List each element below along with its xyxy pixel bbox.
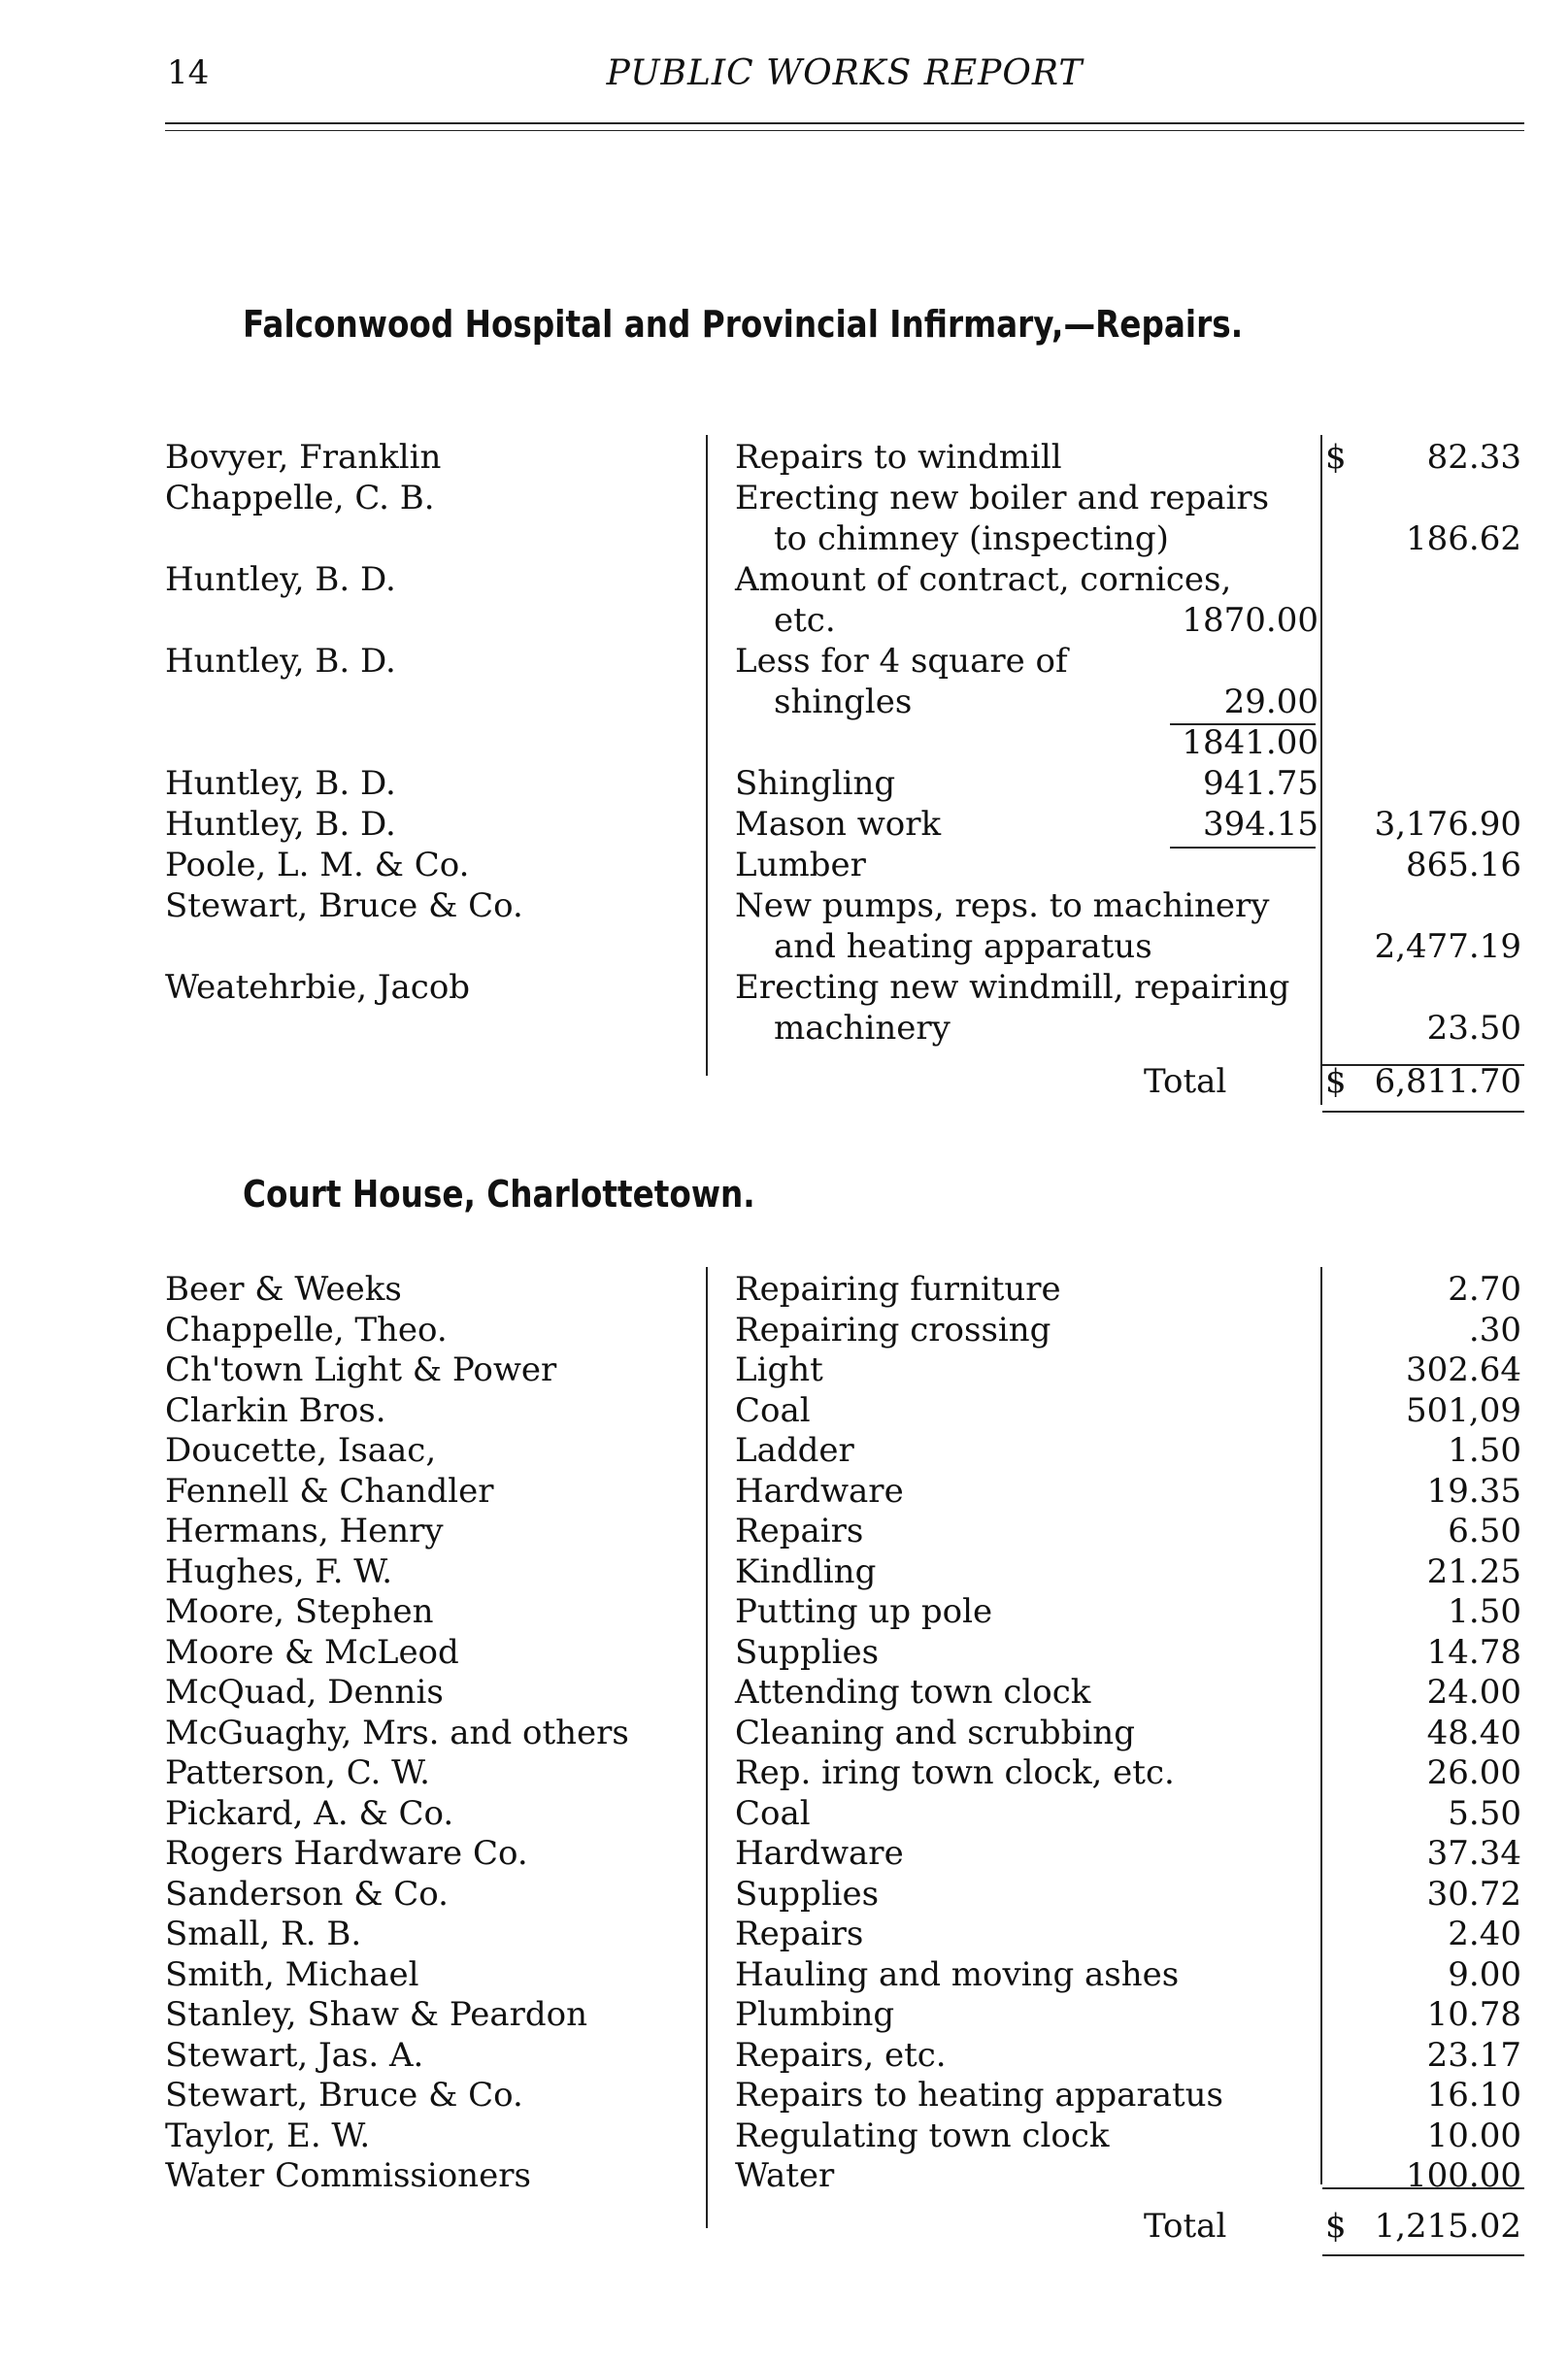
payee-name: Clarkin Bros. <box>165 1390 386 1430</box>
item-description: and heating apparatus <box>774 927 1152 966</box>
table-row <box>0 1793 1568 1834</box>
falconwood-column-divider-2 <box>1320 435 1322 1105</box>
amount-value: 37.34 <box>1426 1834 1521 1873</box>
courthouse-section-title: Court House, Charlottetown. <box>243 1173 755 1216</box>
table-row <box>0 1632 1568 1673</box>
table-row <box>0 885 1568 926</box>
payee-name: Smith, Michael <box>165 1954 419 1994</box>
amount-value: 48.40 <box>1426 1713 1521 1752</box>
falconwood-total-label: Total <box>1144 1062 1227 1101</box>
table-row <box>0 1914 1568 1954</box>
item-description: Repairs to heating apparatus <box>735 2076 1223 2115</box>
payee-name: Huntley, B. D. <box>165 764 396 803</box>
courthouse-total-dollar: $ <box>1325 2207 1347 2246</box>
payee-name: Patterson, C. W. <box>165 1753 430 1792</box>
table-row <box>0 1350 1568 1390</box>
amount-value: 3,176.90 <box>1374 805 1521 844</box>
amount-value: 9.00 <box>1448 1954 1521 1994</box>
payee-name: Hughes, F. W. <box>165 1551 393 1591</box>
item-description: Supplies <box>735 1874 880 1914</box>
item-description: Supplies <box>735 1632 880 1672</box>
item-description: Regulating town clock <box>735 2116 1110 2155</box>
payee-name: Fennell & Chandler <box>165 1471 494 1511</box>
payee-name: Weatehrbie, Jacob <box>165 968 471 1007</box>
amount-value: 16.10 <box>1426 2076 1521 2115</box>
payee-name: Poole, L. M. & Co. <box>165 846 470 884</box>
amount-value: 21.25 <box>1426 1551 1521 1591</box>
table-row <box>0 1954 1568 1995</box>
item-description: Rep. iring town clock, etc. <box>735 1753 1175 1792</box>
table-row <box>0 1390 1568 1431</box>
table-row <box>0 926 1568 967</box>
item-description: Hauling and moving ashes <box>735 1954 1180 1994</box>
amount-value: 186.62 <box>1406 519 1521 558</box>
subtotal-value: 394.15 <box>1203 805 1318 844</box>
payee-name: Stewart, Jas. A. <box>165 2035 424 2075</box>
payee-name: Huntley, B. D. <box>165 805 396 844</box>
item-description: Cleaning and scrubbing <box>735 1713 1135 1752</box>
subtotal-value: 941.75 <box>1203 764 1318 803</box>
payee-name: Pickard, A. & Co. <box>165 1793 454 1833</box>
item-description: Plumbing <box>735 1995 895 2034</box>
item-description: Lumber <box>735 846 866 884</box>
payee-name: Moore, Stephen <box>165 1592 434 1631</box>
item-description: Amount of contract, cornices, <box>735 560 1232 599</box>
falconwood-total-dollar: $ <box>1325 1062 1347 1101</box>
subtotal-value: 1841.00 <box>1182 723 1318 762</box>
table-row <box>0 2116 1568 2156</box>
amount-value: 302.64 <box>1406 1350 1521 1389</box>
payee-name: Ch'town Light & Power <box>165 1350 557 1389</box>
table-row <box>0 559 1568 600</box>
amount-value: 10.78 <box>1426 1995 1521 2034</box>
amount-value: 5.50 <box>1448 1793 1521 1833</box>
table-row <box>0 1551 1568 1592</box>
table-row <box>0 1269 1568 1310</box>
payee-name: McGuaghy, Mrs. and others <box>165 1713 629 1752</box>
item-description: Repairs <box>735 1512 864 1550</box>
amount-value: 2.70 <box>1448 1270 1521 1309</box>
subtotal-value: 1870.00 <box>1182 601 1318 640</box>
item-description: Coal <box>735 1390 811 1430</box>
item-description: Water <box>735 2156 835 2195</box>
payee-name: Bovyer, Franklin <box>165 438 442 477</box>
item-description: New pumps, reps. to machinery <box>735 886 1270 925</box>
item-description: Repairs <box>735 1915 864 1953</box>
courthouse-column-divider-1 <box>706 1267 708 2228</box>
amount-value: 26.00 <box>1426 1753 1521 1792</box>
table-row <box>0 1511 1568 1551</box>
amount-value: 1.50 <box>1448 1592 1521 1631</box>
courthouse-total-rule <box>1322 2187 1524 2189</box>
item-description: Erecting new boiler and repairs <box>735 479 1270 517</box>
item-description: Ladder <box>735 1431 854 1470</box>
amount-value: 501,09 <box>1406 1390 1521 1430</box>
falconwood-column-divider-1 <box>706 435 708 1076</box>
amount-value: 30.72 <box>1426 1874 1521 1914</box>
table-row <box>0 1713 1568 1753</box>
item-description: Kindling <box>735 1551 877 1591</box>
running-title: PUBLIC WORKS REPORT <box>606 53 1084 93</box>
table-row <box>0 1471 1568 1512</box>
payee-name: Hermans, Henry <box>165 1512 444 1550</box>
amount-value: 2,477.19 <box>1374 927 1521 966</box>
payee-name: Small, R. B. <box>165 1915 362 1953</box>
subtotal-value: 29.00 <box>1223 683 1318 721</box>
item-description: shingles <box>774 683 913 721</box>
payee-name: Rogers Hardware Co. <box>165 1834 528 1873</box>
payee-name: Moore & McLeod <box>165 1632 459 1672</box>
payee-name: McQuad, Dennis <box>165 1673 444 1712</box>
amount-value: 23.17 <box>1426 2035 1521 2075</box>
table-row <box>0 1591 1568 1632</box>
table-row <box>0 1430 1568 1471</box>
courthouse-total-label: Total <box>1144 2207 1227 2246</box>
page-number: 14 <box>167 53 210 92</box>
item-description: Less for 4 square of <box>735 642 1068 681</box>
item-description: Repairing crossing <box>735 1310 1051 1350</box>
item-description: Attending town clock <box>735 1673 1091 1712</box>
courthouse-column-divider-2 <box>1320 1267 1322 2184</box>
item-description: etc. <box>774 601 836 640</box>
amount-value: 6.50 <box>1448 1512 1521 1550</box>
table-row <box>0 1310 1568 1350</box>
table-row <box>0 845 1568 885</box>
table-row <box>0 804 1568 845</box>
table-row <box>0 722 1568 763</box>
payee-name: Doucette, Isaac, <box>165 1431 437 1470</box>
item-description: Coal <box>735 1793 811 1833</box>
table-row <box>0 478 1568 518</box>
table-row <box>0 2035 1568 2076</box>
table-row <box>0 1672 1568 1713</box>
amount-value: 1.50 <box>1448 1431 1521 1470</box>
item-description: Erecting new windmill, repairing <box>735 968 1290 1007</box>
item-description: Putting up pole <box>735 1592 993 1631</box>
falconwood-section-title: Falconwood Hospital and Provincial Infirmary,—Repairs. <box>243 303 1244 346</box>
amount-value: 19.35 <box>1426 1471 1521 1511</box>
item-description: to chimney (inspecting) <box>774 519 1169 558</box>
table-row <box>0 1008 1568 1049</box>
amount-value: 10.00 <box>1426 2116 1521 2155</box>
courthouse-total-underline <box>1322 2254 1524 2256</box>
falconwood-total-row <box>0 1061 1568 1102</box>
payee-name: Sanderson & Co. <box>165 1874 449 1914</box>
falconwood-total-underline <box>1322 1111 1524 1113</box>
item-description: Mason work <box>735 805 942 844</box>
page-header <box>165 53 1524 102</box>
payee-name: Stewart, Bruce & Co. <box>165 886 523 925</box>
payee-name: Taylor, E. W. <box>165 2116 371 2155</box>
header-rule <box>165 122 1524 124</box>
payee-name: Beer & Weeks <box>165 1270 402 1309</box>
table-row <box>0 437 1568 478</box>
payee-name: Huntley, B. D. <box>165 642 396 681</box>
falconwood-subtotal-rule-2 <box>1170 847 1316 849</box>
table-row <box>0 1833 1568 1874</box>
table-row <box>0 967 1568 1008</box>
item-description: Light <box>735 1350 823 1389</box>
payee-name: Chappelle, C. B. <box>165 479 435 517</box>
payee-name: Chappelle, Theo. <box>165 1310 448 1350</box>
amount-value: 24.00 <box>1426 1673 1521 1712</box>
amount-value: 23.50 <box>1426 1009 1521 1048</box>
dollar-sign: $ <box>1325 438 1347 477</box>
courthouse-total-row <box>0 2206 1568 2247</box>
amount-value: .30 <box>1468 1310 1521 1350</box>
table-row <box>0 682 1568 722</box>
table-row <box>0 518 1568 559</box>
header-rule-thin <box>165 130 1524 131</box>
falconwood-subtotal-rule-1 <box>1170 723 1316 725</box>
amount-value: 2.40 <box>1448 1915 1521 1953</box>
courthouse-total-amount: 1,215.02 <box>1374 2207 1521 2246</box>
item-description: Shingling <box>735 764 896 803</box>
table-row <box>0 600 1568 641</box>
item-description: Repairs to windmill <box>735 438 1062 477</box>
table-row <box>0 2155 1568 2196</box>
falconwood-total-amount: 6,811.70 <box>1374 1062 1521 1101</box>
table-row <box>0 1752 1568 1793</box>
amount-value: 82.33 <box>1426 438 1521 477</box>
payee-name: Stewart, Bruce & Co. <box>165 2076 523 2115</box>
table-row <box>0 763 1568 804</box>
table-row <box>0 2075 1568 2116</box>
item-description: Hardware <box>735 1471 904 1511</box>
payee-name: Huntley, B. D. <box>165 560 396 599</box>
table-row <box>0 641 1568 682</box>
table-row <box>0 1874 1568 1915</box>
item-description: Repairing furniture <box>735 1270 1061 1309</box>
payee-name: Stanley, Shaw & Peardon <box>165 1995 587 2034</box>
item-description: machinery <box>774 1009 951 1048</box>
payee-name: Water Commissioners <box>165 2156 531 2195</box>
item-description: Hardware <box>735 1834 904 1873</box>
amount-value: 14.78 <box>1426 1632 1521 1672</box>
table-row <box>0 1994 1568 2035</box>
amount-value: 100.00 <box>1406 2156 1521 2195</box>
item-description: Repairs, etc. <box>735 2035 947 2075</box>
amount-value: 865.16 <box>1406 846 1521 884</box>
